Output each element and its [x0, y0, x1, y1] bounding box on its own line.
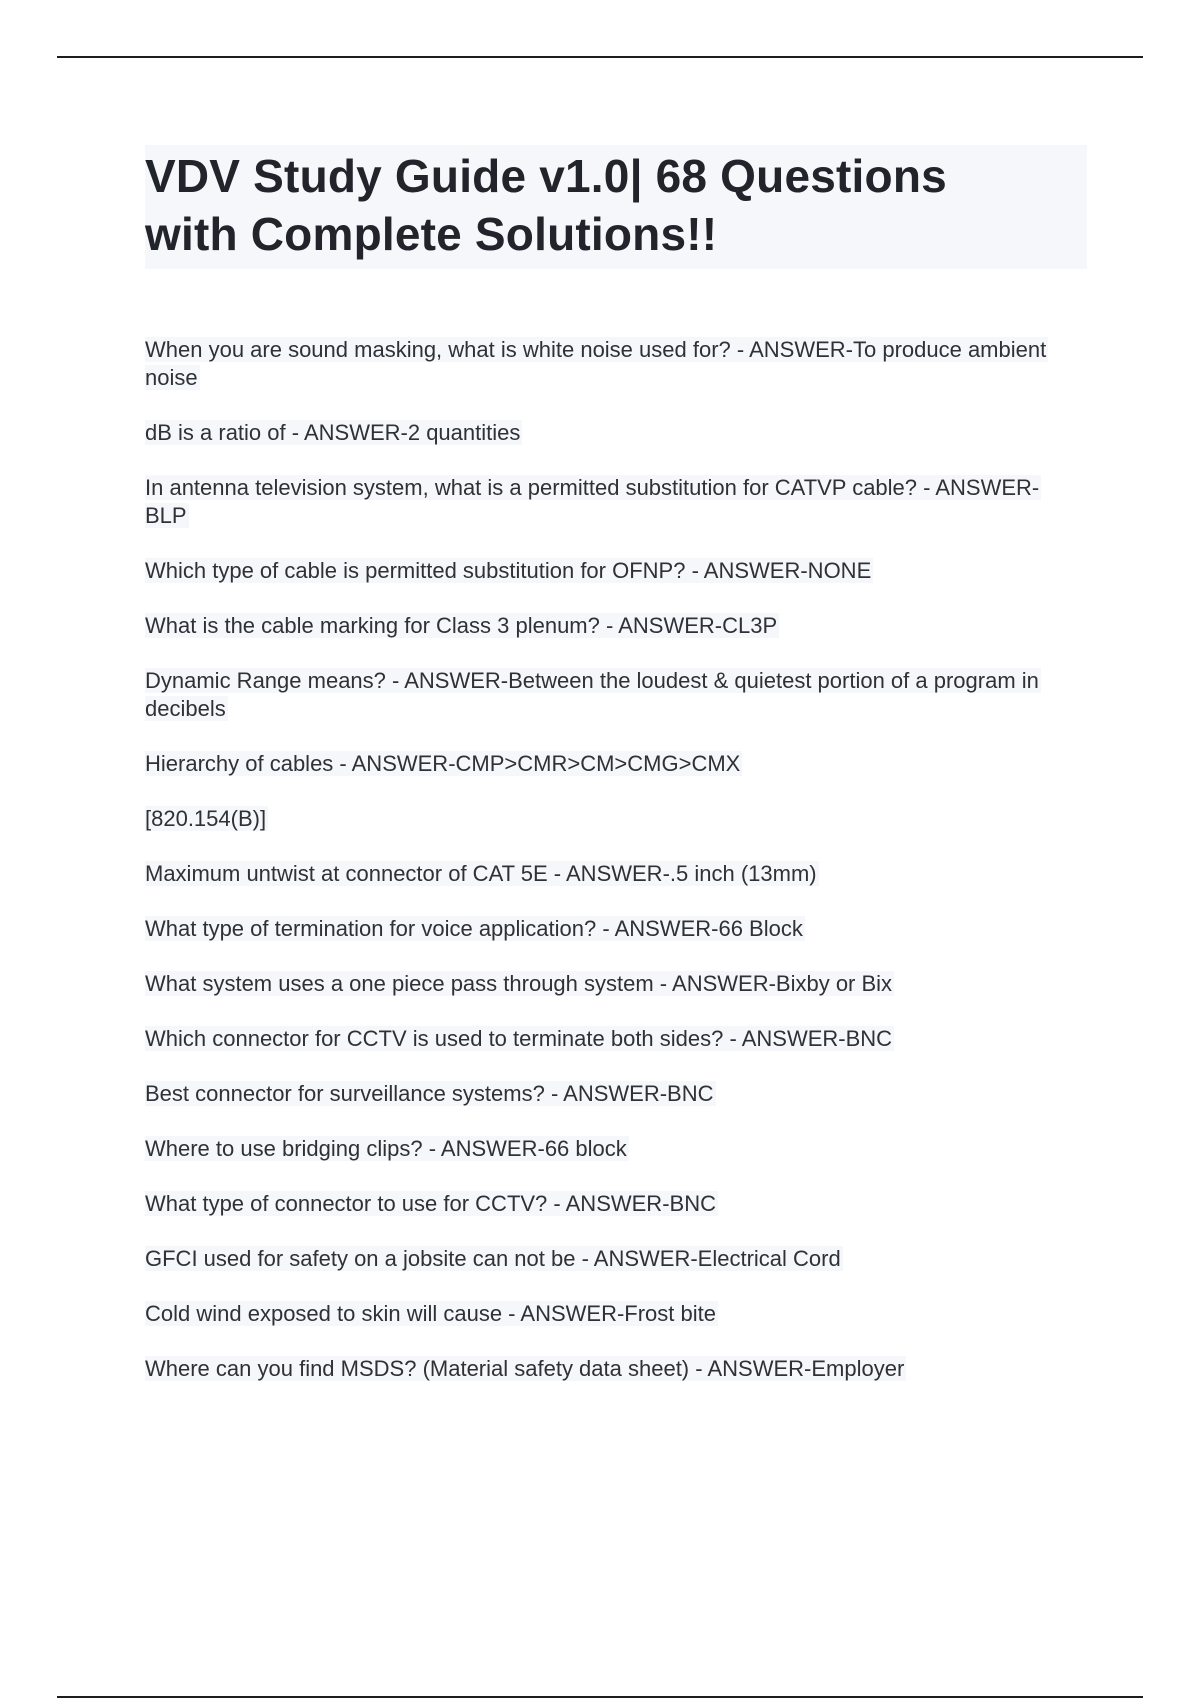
- qa-text: Best connector for surveillance systems? - ANSWER-BNC: [145, 1081, 714, 1106]
- qa-text: Cold wind exposed to skin will cause - ANSWER-Frost bite: [145, 1301, 716, 1326]
- title-block: [145, 145, 1087, 269]
- qa-text: What is the cable marking for Class 3 plenum? - ANSWER-CL3P: [145, 613, 778, 638]
- top-rule: [57, 56, 1143, 58]
- qa-item: [145, 1025, 1065, 1053]
- qa-item: [145, 1355, 1065, 1383]
- qa-item: [145, 915, 1065, 943]
- qa-item: [145, 419, 1065, 447]
- qa-text: In antenna television system, what is a permitted substitution for CATVP cable? - ANSWER-BLP: [145, 475, 1040, 528]
- qa-text: What system uses a one piece pass through system - ANSWER-Bixby or Bix: [145, 971, 893, 996]
- title-line-2: with Complete Solutions!!: [145, 208, 718, 260]
- qa-text: Dynamic Range means? - ANSWER-Between the loudest & quietest portion of a program in decibels: [145, 668, 1039, 721]
- question-answer-list: [145, 336, 1065, 1410]
- qa-text: GFCI used for safety on a jobsite can not be - ANSWER-Electrical Cord: [145, 1246, 841, 1271]
- document-title: [145, 147, 1087, 263]
- qa-item: [145, 1190, 1065, 1218]
- qa-text: [820.154(B)]: [145, 806, 267, 831]
- qa-text: Maximum untwist at connector of CAT 5E - ANSWER-.5 inch (13mm): [145, 861, 817, 886]
- qa-text: What type of termination for voice application? - ANSWER-66 Block: [145, 916, 803, 941]
- qa-item: [145, 970, 1065, 998]
- qa-item: [145, 860, 1065, 888]
- qa-item: [145, 805, 1065, 833]
- qa-item: [145, 1245, 1065, 1273]
- qa-item: [145, 667, 1065, 723]
- qa-item: [145, 336, 1065, 392]
- qa-item: [145, 1080, 1065, 1108]
- qa-text: dB is a ratio of - ANSWER-2 quantities: [145, 420, 521, 445]
- qa-text: Which connector for CCTV is used to terminate both sides? - ANSWER-BNC: [145, 1026, 893, 1051]
- qa-text: When you are sound masking, what is white noise used for? - ANSWER-To produce ambient noise: [145, 337, 1047, 390]
- qa-text: Hierarchy of cables - ANSWER-CMP>CMR>CM>CMG>CMX: [145, 751, 741, 776]
- title-line-1: VDV Study Guide v1.0| 68 Questions: [145, 150, 947, 202]
- qa-item: [145, 612, 1065, 640]
- qa-item: [145, 750, 1065, 778]
- qa-text: Where to use bridging clips? - ANSWER-66 block: [145, 1136, 627, 1161]
- bottom-rule: [57, 1696, 1143, 1698]
- qa-text: Where can you find MSDS? (Material safety data sheet) - ANSWER-Employer: [145, 1356, 905, 1381]
- qa-item: [145, 474, 1065, 530]
- qa-item: [145, 1300, 1065, 1328]
- qa-item: [145, 1135, 1065, 1163]
- qa-text: What type of connector to use for CCTV? - ANSWER-BNC: [145, 1191, 716, 1216]
- qa-item: [145, 557, 1065, 585]
- qa-text: Which type of cable is permitted substitution for OFNP? - ANSWER-NONE: [145, 558, 872, 583]
